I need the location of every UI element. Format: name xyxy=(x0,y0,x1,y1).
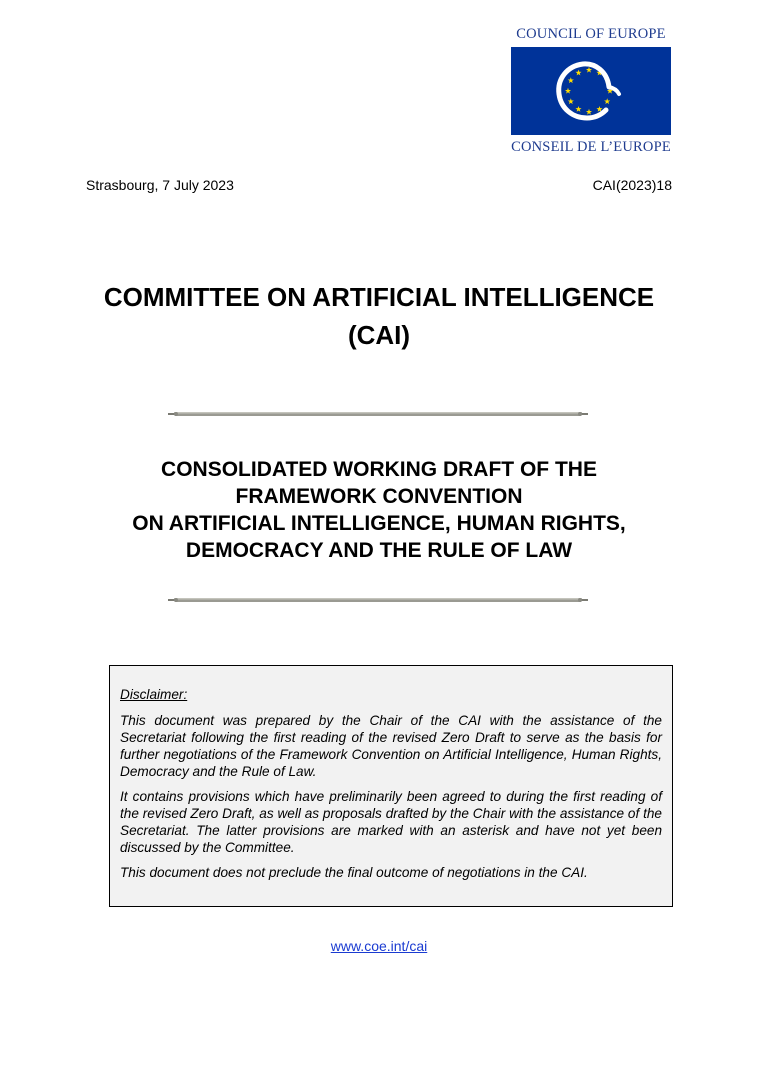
convention-title-line-4: DEMOCRACY AND THE RULE OF LAW xyxy=(185,539,573,562)
convention-title-line-2: FRAMEWORK CONVENTION xyxy=(235,485,523,508)
logo-top-text: COUNCIL OF EUROPE xyxy=(516,26,666,42)
website-link[interactable]: www.coe.int/cai xyxy=(330,938,428,954)
disclaimer-heading: Disclaimer: xyxy=(120,687,188,702)
convention-title-line-1: CONSOLIDATED WORKING DRAFT OF THE xyxy=(161,458,597,481)
committee-title-line-2: (CAI) xyxy=(347,320,411,350)
committee-title xyxy=(0,278,758,354)
disclaimer-paragraph-2: It contains provisions which have preliminarily been agreed to during the first reading of the revised Zero Draft, as well as proposals drafted by the Chair with the assistance of the Secretariat. The latter provisions are marked with an asterisk and have not yet been discussed by the Committee. xyxy=(120,789,662,855)
convention-title-line-3: ON ARTIFICIAL INTELLIGENCE, HUMAN RIGHTS, xyxy=(132,512,626,535)
disclaimer-paragraph-1: This document was prepared by the Chair of the CAI with the assistance of the Secretariat following the first reading of the revised Zero Draft to serve as the basis for further negotiations of the Framework Convention on Artificial Intelligence, Human Rights, Democracy and the Rule of Law. xyxy=(120,713,662,779)
decorative-rule-top xyxy=(166,409,590,419)
council-of-europe-emblem-icon xyxy=(511,47,671,135)
disclaimer-paragraph-3: This document does not preclude the final outcome of negotiations in the CAI. xyxy=(120,865,588,880)
convention-title xyxy=(0,456,758,564)
council-of-europe-logo xyxy=(508,26,674,156)
committee-title-line-1: COMMITTEE ON ARTIFICIAL INTELLIGENCE xyxy=(103,282,655,312)
document-reference: CAI(2023)18 xyxy=(592,177,672,193)
place-date: Strasbourg, 7 July 2023 xyxy=(86,177,234,193)
logo-bottom-text: CONSEIL DE L’EUROPE xyxy=(511,139,671,155)
disclaimer-box xyxy=(109,665,673,907)
decorative-rule-bottom xyxy=(166,595,590,605)
